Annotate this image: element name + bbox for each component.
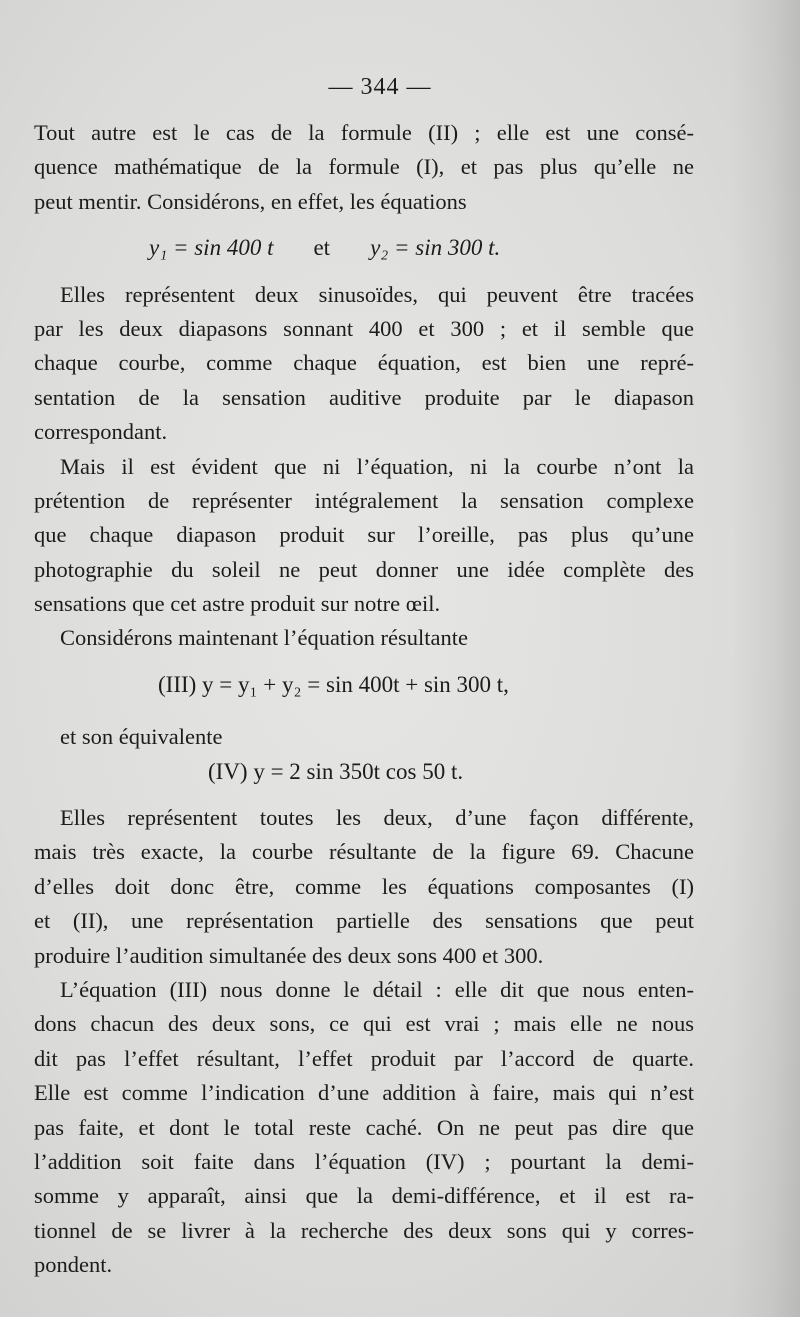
page-number: — 344 —	[328, 74, 432, 100]
text-line: somme y apparaît, ainsi que la demi-différence, et il est ra-	[34, 1183, 694, 1209]
text-line: photographie du soleil ne peut donner une idée complète des	[34, 556, 694, 582]
text-line: pondent.	[34, 1252, 113, 1278]
equation-conjunction: et	[313, 235, 331, 261]
text-line: et (II), une représentation partielle des sensations que peut	[34, 908, 694, 934]
text-line: Tout autre est le cas de la formule (II) ; elle est une consé-	[34, 120, 694, 145]
text-line: dit pas l’effet résultant, l’effet produit par l’accord de quarte.	[34, 1045, 694, 1071]
text-line: Mais il est évident que ni l’équation, ni la courbe n’ont la	[60, 453, 694, 479]
body-text	[34, 116, 694, 1283]
text-line: Elles représentent toutes les deux, d’une façon différente,	[60, 805, 694, 831]
text-line: correspondant.	[34, 419, 168, 445]
text-line: d’elles doit donc être, comme les équations composantes (I)	[34, 873, 694, 899]
text-line: Considérons maintenant l’équation résultante	[60, 625, 469, 651]
text-line: Elles représentent deux sinusoïdes, qui peuvent être tracées	[60, 281, 694, 307]
text-line: tionnel de se livrer à la recherche des deux sons qui y corres-	[34, 1217, 694, 1243]
text-line: et son équivalente	[60, 724, 223, 750]
text-line: prétention de représenter intégralement la sensation complexe	[34, 487, 694, 513]
text-line: peut mentir. Considérons, en effet, les équations	[34, 188, 467, 214]
text-line: par les deux diapasons sonnant 400 et 300 ; et il semble que	[34, 315, 694, 341]
text-line: chaque courbe, comme chaque équation, est bien une repré-	[34, 350, 694, 376]
text-line: quence mathématique de la formule (I), et pas plus qu’elle ne	[34, 154, 694, 180]
equation-y1: y₁ = sin 400 t	[149, 235, 274, 261]
text-line: L’équation (III) nous donne le détail : elle dit que nous enten-	[60, 976, 694, 1002]
text-line: produire l’audition simultanée des deux sons 400 et 300.	[34, 942, 544, 968]
text-line: pas faite, et dont le total reste caché. On ne peut pas dire que	[34, 1114, 694, 1140]
text-line: sensations que cet astre produit sur notre œil.	[34, 591, 441, 617]
equation-iii: (III) y = y₁ + y₂ = sin 400t + sin 300 t,	[158, 671, 509, 697]
text-line: Elle est comme l’indication d’une addition à faire, mais qui n’est	[34, 1080, 694, 1106]
text-line: dons chacun des deux sons, ce qui est vrai ; mais elle ne nous	[34, 1011, 694, 1037]
equation-iv: (IV) y = 2 sin 350t cos 50 t.	[208, 758, 464, 784]
page-edge-shadow	[730, 0, 800, 1317]
text-line: l’addition soit faite dans l’équation (IV) ; pourtant la demi-	[34, 1148, 694, 1174]
equation-y2: y₂ = sin 300 t.	[370, 235, 501, 261]
text-line: mais très exacte, la courbe résultante de la figure 69. Chacune	[34, 839, 694, 865]
text-line: que chaque diapason produit sur l’oreille, pas plus qu’une	[34, 522, 694, 548]
text-line: sentation de la sensation auditive produite par le diapason	[34, 384, 694, 410]
equation-y1-y2	[34, 231, 694, 265]
